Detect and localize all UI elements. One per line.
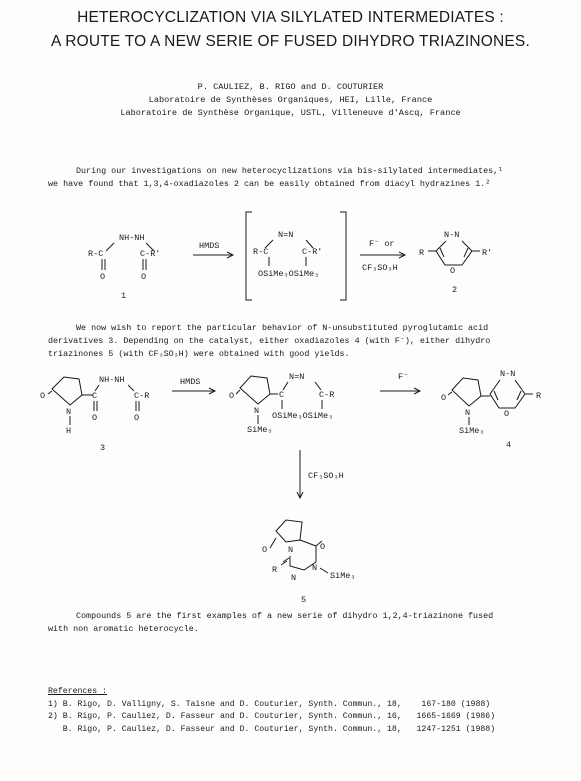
int2-c-r: C-R	[319, 390, 335, 400]
c3-c-r: C-R	[134, 391, 150, 401]
arrow-fluoride	[380, 372, 420, 394]
silylated-intermediate-2	[229, 372, 334, 435]
compound-3	[40, 375, 149, 453]
c5-n-b: N	[291, 573, 297, 583]
reagent-hmds-2: HMDS	[180, 377, 201, 387]
paper-title-line-1: HETEROCYCLIZATION VIA SILYLATED INTERMEDIATES :	[77, 9, 504, 26]
c1-r-c: R-C	[88, 249, 104, 259]
c3-n: N	[66, 407, 72, 417]
reagent-hmds-1: HMDS	[199, 241, 220, 251]
int2-c: C	[279, 390, 285, 400]
int2-osime3: OSiMe₃OSiMe₃	[272, 411, 334, 421]
c5-n-c: N	[312, 563, 318, 573]
c5-n-a: N	[288, 545, 294, 555]
paper-title-line-2: A ROUTE TO A NEW SERIE OF FUSED DIHYDRO TRIAZINONES.	[51, 33, 530, 50]
conclusion-line-2: with non aromatic heterocycle.	[48, 624, 199, 634]
c1-o-right: O	[141, 272, 147, 282]
c4-o: O	[441, 393, 447, 403]
affiliation-1: Laboratoire de Synthèses Organiques, HEI, Lille, France	[148, 95, 433, 105]
reference-3: B. Rigo, P. Cauliez, D. Fasseur and D. Couturier, Synth. Commun., 18, 1247-1251 (1988)	[48, 724, 496, 734]
compound-1	[88, 233, 160, 301]
reference-2: 2) B. Rigo, P. Cauliez, D. Fasseur and D. Couturier, Synth. Commun., 16, 1665-1669 (1986)	[48, 712, 496, 721]
second-line-3: triazinones 5 (with CF₃SO₃H) were obtained with good yields.	[48, 349, 350, 359]
reference-1: 1) B. Rigo, D. Valligny, S. Taisne and D. Couturier, Synth. Commun., 18, 167-180 (1988)	[48, 699, 491, 709]
c5-r: R	[272, 565, 278, 575]
compound-3-label: 3	[100, 443, 106, 453]
c2-r: R	[419, 248, 425, 258]
c1-c-r: C-R'	[140, 249, 161, 259]
compound-4	[441, 369, 541, 450]
arrow-f-or-acid	[360, 239, 405, 273]
c3-o: O	[40, 391, 46, 401]
compound-5	[262, 520, 356, 605]
arrow-triflic-acid	[297, 450, 344, 498]
c4-ring-o: O	[504, 409, 510, 419]
references-heading: References :	[48, 687, 107, 696]
reagent-f-or: F⁻ or	[369, 239, 395, 249]
c5-o-b: O	[320, 542, 326, 552]
compound-2-label: 2	[452, 285, 458, 295]
conclusion-line-1: Compounds 5 are the first examples of a new serie of dihydro 1,2,4-triazinone fused	[76, 611, 494, 621]
reagent-cf3so3h-1: CF₃SO₃H	[362, 263, 398, 273]
c4-sime3: SiMe₃	[459, 426, 485, 436]
c3-nhnh: NH-NH	[99, 375, 125, 385]
arrow-hmds-2	[172, 377, 215, 394]
c1-o-left: O	[100, 272, 106, 282]
c3-o-a: O	[92, 413, 98, 423]
c4-nn: N-N	[500, 369, 516, 379]
c2-nn: N-N	[444, 230, 460, 240]
c5-sime3: SiMe₃	[330, 571, 356, 581]
int2-sime3: SiMe₃	[247, 425, 273, 435]
c3-o-b: O	[134, 413, 140, 423]
int2-o: O	[229, 391, 235, 401]
c5-o-a: O	[262, 545, 268, 555]
intro-line-1: During our investigations on new heterocyclizations via bis-silylated intermediates,¹	[76, 166, 504, 176]
compound-1-label: 1	[121, 291, 127, 301]
silylated-intermediate-1	[246, 212, 346, 300]
int2-n: N	[254, 406, 260, 416]
authors: P. CAULIEZ, B. RIGO and D. COUTURIER	[197, 82, 384, 92]
int1-osime3: OSiMe₃OSiMe₃	[258, 269, 320, 279]
c2-o: O	[450, 266, 456, 276]
int2-nn: N=N	[289, 372, 305, 382]
intro-line-2: we have found that 1,3,4-oxadiazoles 2 can be easily obtained from diacyl hydrazines 1.²	[48, 179, 491, 189]
compound-4-label: 4	[506, 440, 512, 450]
int1-c-r: C-R'	[302, 247, 323, 257]
c1-nhnh: NH-NH	[119, 233, 145, 243]
affiliation-2: Laboratoire de Synthèse Organique, USTL, Villeneuve d'Ascq, France	[120, 108, 461, 118]
c3-h: H	[66, 426, 72, 436]
int1-r-c: R-C	[253, 247, 269, 257]
second-line-2: derivatives 3. Depending on the catalyst, either oxadiazoles 4 (with F⁻), either dihydro	[48, 336, 491, 346]
svg-text:C: C	[92, 391, 98, 401]
second-line-1: We now wish to report the particular behavior of N-unsubstituted pyroglutamic acid	[76, 323, 489, 333]
c4-n: N	[465, 408, 471, 418]
compound-2	[419, 230, 492, 295]
c4-r: R	[536, 391, 542, 401]
reagent-fluoride: F⁻	[398, 372, 409, 382]
c2-r-prime: R'	[482, 248, 493, 258]
references	[48, 686, 495, 736]
int1-nn: N=N	[278, 230, 294, 240]
compound-5-label: 5	[301, 595, 307, 605]
reagent-cf3so3h-2: CF₃SO₃H	[308, 471, 344, 481]
arrow-hmds-1	[193, 241, 233, 258]
